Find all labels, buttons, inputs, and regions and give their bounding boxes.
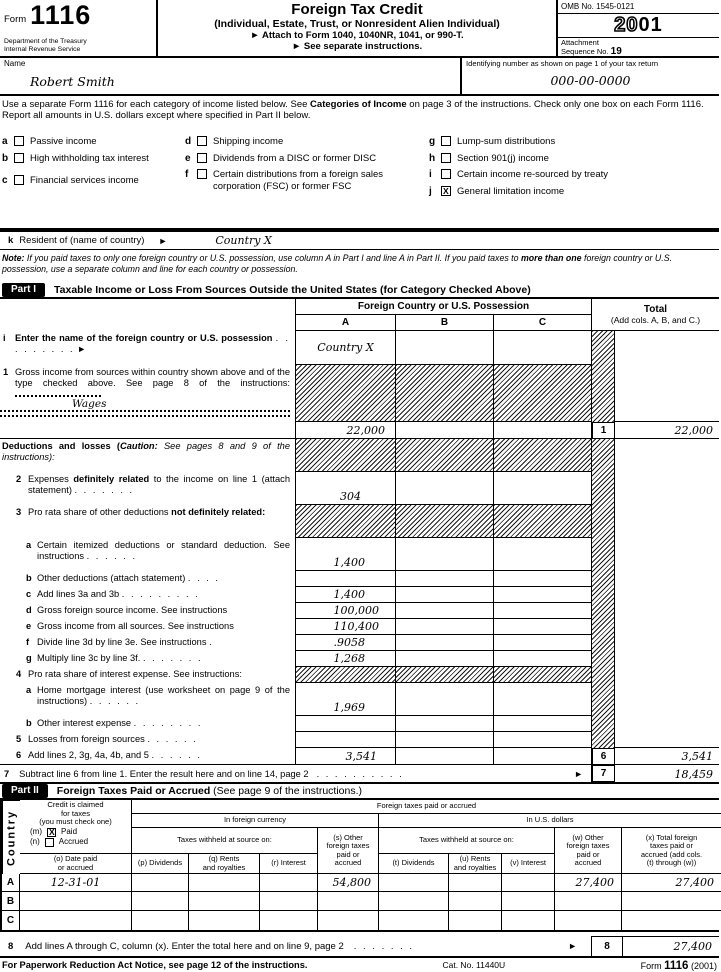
paid-checkbox[interactable] — [47, 828, 56, 837]
row-c-s-field[interactable] — [318, 911, 379, 930]
note-paragraph: Note: If you paid taxes to only one foreign country or U.S. possession, use column A in Part I and line A in Part II. If you paid taxes to more than one foreign country or U.S. possession, use a separate column and line for each country or possession. — [2, 253, 673, 274]
row-c-label: C — [2, 911, 20, 930]
line-4-description: 4 Pro rata share of interest expense. See instructions: — [0, 667, 296, 683]
col-s-header: (s) Other foreign taxes paid or accrued — [318, 828, 379, 874]
category-d: d Shipping income — [185, 136, 284, 147]
category-a: a Passive income — [2, 136, 97, 147]
row-a-x-field[interactable]: 27,400 — [622, 874, 721, 892]
row-a-u-field[interactable] — [449, 874, 502, 892]
line-i-colC-field[interactable] — [494, 331, 592, 365]
row-b-s-field[interactable] — [318, 892, 379, 911]
line-2-colA-field[interactable]: 304 — [296, 472, 396, 505]
col-x-header: (x) Total foreign taxes paid or accrued (add cols. (t) through (w)) — [622, 828, 721, 874]
category-b: b High withholding tax interest — [2, 152, 149, 164]
line-5-colC-field[interactable] — [494, 732, 592, 748]
dotted-leader — [15, 389, 101, 397]
category-j: j X General limitation income — [429, 186, 717, 198]
line-3b-colB-field[interactable] — [396, 571, 494, 587]
empty-cell — [0, 299, 296, 331]
row-c-x-field[interactable] — [622, 911, 721, 930]
line-1-number-box: 1 — [592, 422, 615, 439]
category-checkbox-d[interactable] — [197, 136, 207, 146]
line-3d-colC-field[interactable] — [494, 603, 592, 619]
category-checkbox-j[interactable] — [441, 186, 451, 196]
hatched-cell — [494, 439, 592, 472]
form-number: 1116 — [30, 0, 92, 30]
line-3-description: 3 Pro rata share of other deductions not definitely related: — [0, 505, 296, 538]
see-instructions: ► See separate instructions. — [291, 41, 423, 52]
attachment-sequence: Attachment Sequence No. 19 — [561, 38, 622, 57]
id-number-label: Identifying number as shown on page 1 of your tax return — [466, 59, 659, 68]
resident-country-row: k Resident of (name of country) ► Country X — [0, 232, 719, 250]
column-b-header: B — [396, 315, 494, 331]
line-3e-description: e Gross income from all sources. See instructions — [0, 619, 296, 635]
line-6-colA-field[interactable]: 3,541 — [296, 748, 396, 765]
line-3b-description: b Other deductions (attach statement) . . . . — [0, 571, 296, 587]
line-4b-colC-field[interactable] — [494, 716, 592, 732]
row-b-label: B — [2, 892, 20, 911]
line-i-description: i Enter the name of the foreign country or U.S. possession . . . . . . . . . ► — [0, 331, 296, 365]
row-a-v-field[interactable] — [502, 874, 555, 892]
hatched-cell — [296, 365, 396, 422]
col-u-header: (u) Rents and royalties — [449, 854, 502, 874]
line-i-colA-field[interactable]: Country X — [296, 331, 396, 365]
line-4b-colA-field[interactable] — [296, 716, 396, 732]
col-o-header: (o) Date paid or accrued — [20, 854, 132, 874]
right-arrow-icon: ► — [77, 343, 87, 354]
line-1-colB-field[interactable] — [396, 422, 494, 439]
row-c-u-field[interactable] — [449, 911, 502, 930]
line-7-number-box: 7 — [592, 765, 615, 782]
category-checkboxes — [0, 130, 719, 228]
row-c-v-field[interactable] — [502, 911, 555, 930]
line-3d-colA-field[interactable]: 100,000 — [296, 603, 396, 619]
row-b-x-field[interactable] — [622, 892, 721, 911]
resident-country-label: Resident of (name of country) — [19, 235, 145, 246]
hatched-cell — [396, 365, 494, 422]
omb-block — [556, 0, 719, 56]
row-b-q-field[interactable] — [189, 892, 260, 911]
line-8-total-field[interactable]: 27,400 — [623, 936, 719, 956]
form-id-block — [0, 0, 158, 56]
hatched-cell — [396, 667, 494, 683]
line-3f-colA-field[interactable]: .9058 — [296, 635, 396, 651]
line-4a-description: a Home mortgage interest (use worksheet on page 9 of the instructions) . . . . . . — [0, 683, 296, 716]
line-7-description: 7 Subtract line 6 from line 1. Enter the result here and on line 14, page 2 . . . . . . . . . . ► — [0, 765, 592, 782]
line-3d-description: d Gross foreign source income. See instructions — [0, 603, 296, 619]
row-a-r-field[interactable] — [260, 874, 318, 892]
line-8-row — [0, 936, 719, 958]
line-3g-description: g Multiply line 3c by line 3f. . . . . . . . — [0, 651, 296, 667]
row-b-r-field[interactable] — [260, 892, 318, 911]
row-c-t-field[interactable] — [379, 911, 449, 930]
line-3c-description: c Add lines 3a and 3b . . . . . . . . . — [0, 587, 296, 603]
hatched-strip — [592, 331, 615, 748]
part2-table — [0, 798, 719, 932]
line-5-colA-field[interactable] — [296, 732, 396, 748]
line-3b-colA-field[interactable] — [296, 571, 396, 587]
hatched-cell — [296, 439, 396, 472]
line-3a-description: a Certain itemized deductions or standard deduction. See instructions . . . . . . — [0, 538, 296, 571]
row-a-q-field[interactable] — [189, 874, 260, 892]
line-3e-colC-field[interactable] — [494, 619, 592, 635]
row-b-t-field[interactable] — [379, 892, 449, 911]
line-3g-colA-field[interactable]: 1,268 — [296, 651, 396, 667]
category-f: f Certain distributions from a foreign sales corporation (FSC) or former FSC — [185, 169, 384, 192]
credit-claimed-cell: Credit is claimed for taxes (you must check one) (m) X Paid (n) Accrued — [20, 800, 132, 854]
line-6-colB-field[interactable] — [396, 748, 494, 765]
catalog-number: Cat. No. 11440U — [442, 960, 506, 970]
withheld-us-header: Taxes withheld at source on: — [379, 828, 555, 854]
hatched-cell — [494, 365, 592, 422]
line-5-colB-field[interactable] — [396, 732, 494, 748]
part2-badge: Part II — [2, 784, 48, 798]
part1-title: Taxable Income or Loss From Sources Outside the United States (for Category Checked Above) — [54, 283, 531, 296]
category-g: g Lump-sum distributions — [429, 136, 556, 147]
empty-cell — [615, 439, 719, 748]
total-header: Total (Add cols. A, B, and C.) — [592, 299, 719, 331]
line-2-colC-field[interactable] — [494, 472, 592, 505]
accrued-checkbox[interactable] — [45, 838, 54, 847]
hatched-cell — [494, 505, 592, 538]
line-1-colA-field[interactable]: 22,000 — [296, 422, 396, 439]
dotted-leader — [0, 412, 290, 417]
category-checkbox-g[interactable] — [441, 136, 451, 146]
hatched-cell — [296, 667, 396, 683]
foreign-country-header: Foreign Country or U.S. Possession — [296, 299, 592, 315]
col-r-header: (r) Interest — [260, 854, 318, 874]
form-footer-id: Form 1116 (2001) — [640, 960, 717, 972]
name-field[interactable]: Robert Smith — [30, 74, 115, 89]
line-4a-colB-field[interactable] — [396, 683, 494, 716]
line-3c-colC-field[interactable] — [494, 587, 592, 603]
line-6-number-box: 6 — [592, 748, 615, 765]
row-a-s-field[interactable]: 54,800 — [318, 874, 379, 892]
withheld-foreign-header: Taxes withheld at source on: — [132, 828, 318, 854]
attach-instruction: ► Attach to Form 1040, 1040NR, 1041, or 990-T. — [250, 30, 464, 41]
col-t-header: (t) Dividends — [379, 854, 449, 874]
line-1-total-field[interactable]: 22,000 — [615, 422, 719, 439]
page-footer — [0, 958, 719, 972]
row-a-w-field[interactable]: 27,400 — [555, 874, 622, 892]
line-6-total-field[interactable]: 3,541 — [615, 748, 719, 765]
category-checkbox-b[interactable] — [14, 153, 24, 163]
line-3f-colB-field[interactable] — [396, 635, 494, 651]
row-a-t-field[interactable] — [379, 874, 449, 892]
row-a-p-field[interactable] — [132, 874, 189, 892]
col-p-header: (p) Dividends — [132, 854, 189, 874]
foreign-taxes-header: Foreign taxes paid or accrued — [132, 800, 721, 814]
line-4b-description: b Other interest expense . . . . . . . . — [0, 716, 296, 732]
country-column-label: Country — [2, 800, 20, 874]
category-e: e Dividends from a DISC or former DISC — [185, 152, 377, 164]
empty-cell — [615, 331, 719, 422]
right-arrow-icon: ► — [568, 941, 577, 951]
line-6-description: 6 Add lines 2, 3g, 4a, 4b, and 5 . . . . . . — [0, 748, 296, 765]
category-checkbox-c[interactable] — [14, 175, 24, 185]
dept-line2: Internal Revenue Service — [4, 46, 81, 53]
row-c-date-field[interactable] — [20, 911, 132, 930]
row-c-p-field[interactable] — [132, 911, 189, 930]
row-b-w-field[interactable] — [555, 892, 622, 911]
line-3a-colA-field[interactable]: 1,400 — [296, 538, 396, 571]
line-1-written-entry[interactable]: Wages — [0, 399, 290, 412]
hatched-cell — [396, 439, 494, 472]
form-title: Foreign Tax Credit — [291, 1, 423, 18]
line-7-total-field[interactable]: 18,459 — [674, 768, 713, 781]
line-2-description: 2 Expenses definitely related to the income on line 1 (attach statement) . . . . . . . — [0, 472, 296, 505]
hatched-cell — [494, 667, 592, 683]
category-checkbox-e[interactable] — [197, 153, 207, 163]
name-row — [0, 58, 719, 96]
category-h: h Section 901(j) income — [429, 152, 549, 164]
row-a-date-field[interactable]: 12-31-01 — [20, 874, 132, 892]
form-word: Form — [4, 14, 27, 25]
column-c-header: C — [494, 315, 592, 331]
line-8-number-box: 8 — [591, 936, 623, 956]
line-5-description: 5 Losses from foreign sources . . . . . . — [0, 732, 296, 748]
in-us-dollars-header: In U.S. dollars — [379, 814, 721, 828]
category-c: c Financial services income — [2, 175, 139, 186]
hatched-cell — [396, 505, 494, 538]
resident-country-field[interactable]: Country X — [215, 234, 272, 247]
line-i-colB-field[interactable] — [396, 331, 494, 365]
category-checkbox-i[interactable] — [441, 169, 451, 179]
category-i: i Certain income re-sourced by treaty — [429, 169, 609, 180]
line-3d-colB-field[interactable] — [396, 603, 494, 619]
row-b-v-field[interactable] — [502, 892, 555, 911]
form-subtitle: (Individual, Estate, Trust, or Nonresident Alien Individual) — [214, 18, 500, 30]
part1-table — [0, 297, 719, 784]
line-6-colC-field[interactable] — [494, 748, 592, 765]
row-c-w-field[interactable] — [555, 911, 622, 930]
part1-bar — [0, 282, 719, 297]
line-4a-colC-field[interactable] — [494, 683, 592, 716]
line-3c-colA-field[interactable]: 1,400 — [296, 587, 396, 603]
tax-year: 20 01 — [558, 14, 719, 38]
row-a-label: A — [2, 874, 20, 892]
line-8-description: 8 Add lines A through C, column (x). Enter the total here and on line 9, page 2 . . . . . . . ► — [8, 940, 577, 952]
id-number-field[interactable]: 000-00-0000 — [550, 73, 631, 88]
form-title-block — [158, 0, 556, 56]
line-3f-description: f Divide line 3d by line 3e. See instructions . — [0, 635, 296, 651]
dept-line1: Department of the Treasury — [4, 38, 87, 45]
line-3g-colB-field[interactable] — [396, 651, 494, 667]
part1-badge: Part I — [2, 283, 45, 297]
line-1-colC-field[interactable] — [494, 422, 592, 439]
col-w-header: (w) Other foreign taxes paid or accrued — [555, 828, 622, 874]
in-foreign-currency-header: In foreign currency — [132, 814, 379, 828]
row-c-q-field[interactable] — [189, 911, 260, 930]
line-3c-colB-field[interactable] — [396, 587, 494, 603]
line-3f-colC-field[interactable] — [494, 635, 592, 651]
part2-bar: Part II Foreign Taxes Paid or Accrued (See page 9 of the instructions.) — [0, 784, 719, 798]
row-b-p-field[interactable] — [132, 892, 189, 911]
line-4b-colB-field[interactable] — [396, 716, 494, 732]
paperwork-notice: For Paperwork Reduction Act Notice, see page 12 of the instructions. — [2, 960, 308, 970]
line-4a-colA-field[interactable]: 1,969 — [296, 683, 396, 716]
line-3b-colC-field[interactable] — [494, 571, 592, 587]
right-arrow-icon: ► — [158, 235, 168, 246]
part2-title: Foreign Taxes Paid or Accrued — [56, 785, 211, 797]
line-3e-colB-field[interactable] — [396, 619, 494, 635]
line-3a-colC-field[interactable] — [494, 538, 592, 571]
col-q-header: (q) Rents and royalties — [189, 854, 260, 874]
row-b-date-field[interactable] — [20, 892, 132, 911]
deductions-header: Deductions and losses (Caution: See pages 8 and 9 of the instructions): — [0, 439, 296, 472]
line-3e-colA-field[interactable]: 110,400 — [296, 619, 396, 635]
intro-paragraph: Use a separate Form 1116 for each category of income listed below. See Categories of Income on page 3 of the instructions. Check only one box on each Form 1116. Report all amounts in U.S. dollars except where specified in Part II below. — [2, 99, 704, 121]
column-a-header: A — [296, 315, 396, 331]
row-c-r-field[interactable] — [260, 911, 318, 930]
category-checkbox-h[interactable] — [441, 153, 451, 163]
hatched-cell — [296, 505, 396, 538]
line-3g-colC-field[interactable] — [494, 651, 592, 667]
name-label: Name — [4, 59, 26, 68]
omb-number: OMB No. 1545-0121 — [558, 0, 719, 14]
line-2-colB-field[interactable] — [396, 472, 494, 505]
col-v-header: (v) Interest — [502, 854, 555, 874]
form-header — [0, 0, 719, 58]
line-3a-colB-field[interactable] — [396, 538, 494, 571]
category-checkbox-a[interactable] — [14, 136, 24, 146]
line-1-description: 1 Gross income from sources within country shown above and of the type checked above. See page 8 of the instructions: Wages — [0, 365, 296, 439]
row-b-u-field[interactable] — [449, 892, 502, 911]
right-arrow-icon: ► — [574, 768, 583, 779]
category-checkbox-f[interactable] — [197, 169, 207, 179]
